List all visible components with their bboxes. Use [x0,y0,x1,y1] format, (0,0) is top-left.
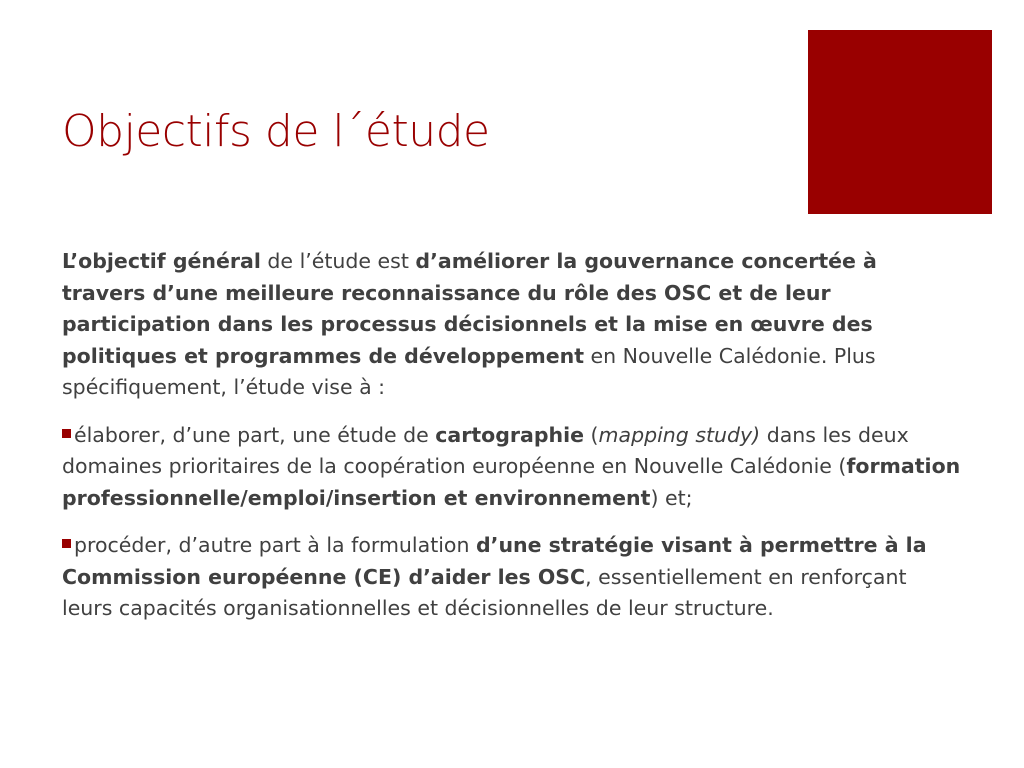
square-bullet-icon [62,429,71,438]
bullet-1-bold-b: cartographie [435,422,585,447]
intro-text-1: de l’étude est [260,249,416,273]
intro-paragraph [62,246,962,404]
slide-body [62,246,962,641]
bullet-1-text-g: ) et; [650,485,693,510]
intro-text-2: en Nouvelle Calédonie. Plus spécifiquement, l’étude vise à : [62,343,876,399]
slide-title: Objectifs de l´étude [62,106,490,157]
square-bullet-icon [62,539,71,548]
accent-block [808,30,992,214]
intro-goal-bold: d’améliorer la gouvernance concertée à travers d’une meilleure reconnaissance du rôle des OSC et de leur participation dans les processus décisionnels et la mise en œuvre des politiques et programmes de développement [62,249,877,368]
bullet-item-1 [62,420,962,515]
bullet-1-italic-d: mapping study) [598,422,761,447]
bullet-item-2 [62,530,962,625]
bullet-1-text-e: dans les deux domaines prioritaires de la coopération européenne en Nouvelle Calédonie ( [62,422,909,478]
objectif-label: L’objectif général [62,249,261,273]
bullet-2-text-a: procéder, d’autre part à la formulation [74,533,476,557]
bullet-2-bold-b: d’une stratégie visant à permettre à la Commission européenne (CE) d’aider les OSC [62,533,927,589]
bullet-2-text-c: , essentiellement en renforçant leurs capacités organisationnelles et décisionnelles de leur structure. [62,564,907,620]
bullet-1-text-a: élaborer, d’une part, une étude de [74,422,436,447]
bullet-1-bold-f: formation professionnelle/emploi/insertion et environnement [62,454,961,510]
bullet-1-text-c: ( [584,422,599,447]
